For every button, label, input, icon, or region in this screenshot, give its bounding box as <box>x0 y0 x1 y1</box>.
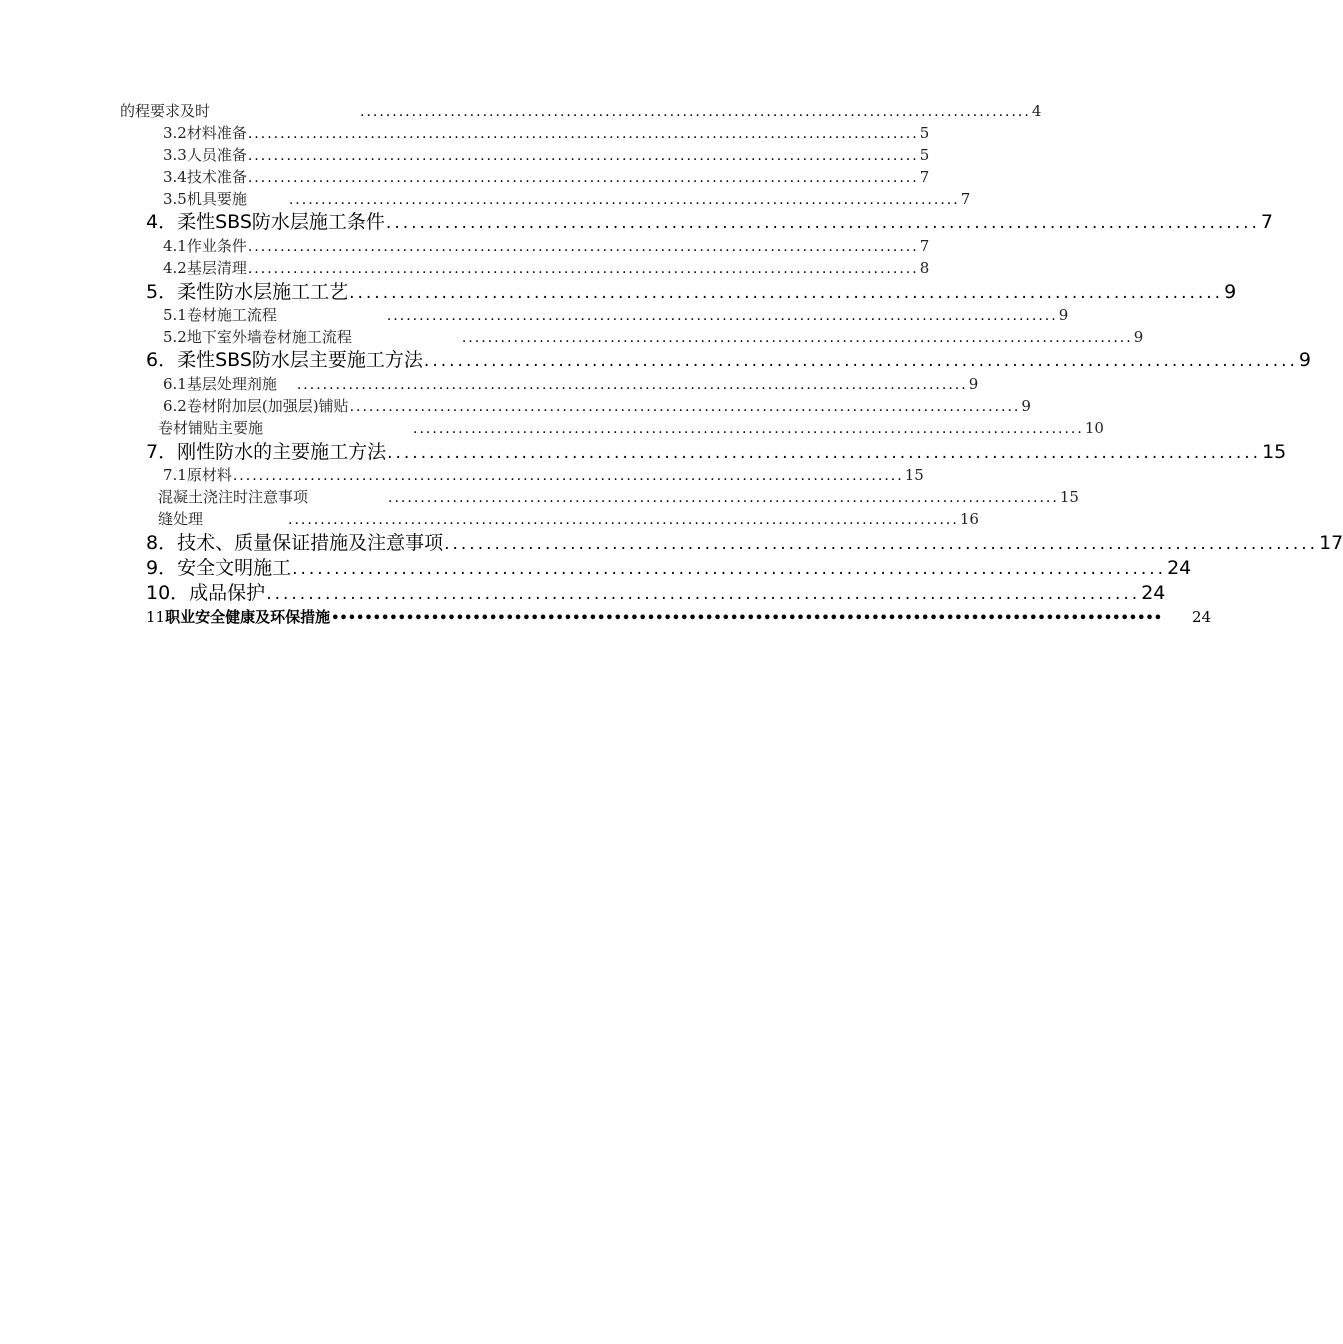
toc-entry <box>146 441 1287 463</box>
toc-entry-page: 17 <box>1319 532 1343 554</box>
toc-entry-page: 24 <box>1192 608 1212 626</box>
toc-entry-label: 5.1卷材施工流程 <box>163 306 277 324</box>
dot-leader: ........................................................................................................ <box>288 512 959 528</box>
toc-entry <box>163 259 930 277</box>
toc-entry-label: 9．安全文明施工 <box>146 557 292 579</box>
toc-entry-page: 15 <box>1059 488 1079 506</box>
toc-entry-page: 9 <box>1021 397 1031 415</box>
dot-leader: ........................................................................................................ <box>388 490 1059 506</box>
toc-entry-label: 5.2地下室外墙卷材施工流程 <box>163 328 352 346</box>
dot-leader: ........................................................................................................ <box>386 308 1058 324</box>
dot-leader: ........................................................................................................ <box>247 126 919 142</box>
toc-entry <box>163 397 1031 415</box>
dot-leader: ........................................................................................................ <box>292 559 1167 579</box>
toc-entry <box>163 328 1144 346</box>
toc-entry-label: 3.3人员准备 <box>163 146 247 164</box>
toc-entry-label: 6.2卷材附加层(加强层)铺贴 <box>163 397 349 415</box>
toc-entry-page: 7 <box>960 190 971 208</box>
toc-entry <box>158 510 979 528</box>
toc-entry <box>146 211 1274 233</box>
toc-entry <box>146 608 1212 626</box>
toc-entry-label: 4．柔性SBS防水层施工条件 <box>146 211 385 233</box>
toc-entry-page: 15 <box>1262 441 1287 463</box>
dot-leader: ........................................................................................................ <box>423 351 1298 371</box>
toc-entry <box>158 419 1104 437</box>
dot-leader: ........................................................................................................ <box>247 239 919 255</box>
toc-entry-page: 9 <box>1058 306 1069 324</box>
toc-entry <box>163 124 930 142</box>
toc-entry-page: 9 <box>1298 349 1312 371</box>
toc-entry <box>146 582 1166 604</box>
toc-entry <box>163 466 924 484</box>
toc-entry-label: 5．柔性防水层施工工艺 <box>146 281 349 303</box>
toc-entry-page: 9 <box>1133 328 1144 346</box>
toc-entry-label: 10．成品保护 <box>146 582 266 604</box>
toc-entry <box>146 281 1237 303</box>
dot-leader: ........................................................................................................ <box>232 468 904 484</box>
toc-entry-page: 24 <box>1167 557 1192 579</box>
toc-entry <box>163 190 971 208</box>
dot-leader: ........................................................................................................ <box>247 261 919 277</box>
toc-entry-page: 5 <box>919 146 930 164</box>
toc-entry-label: 混凝土浇注时注意事项 <box>158 488 309 506</box>
toc-entry <box>120 102 1042 120</box>
dot-leader: ........................................................................................................ <box>247 170 919 186</box>
dot-leader: ........................................................................................................ <box>349 283 1224 303</box>
toc-entry-label: 7.1原材料 <box>163 466 232 484</box>
toc-entry <box>163 375 979 393</box>
dot-leader: ........................................................................................................ <box>387 443 1262 463</box>
toc-entry <box>163 168 930 186</box>
dot-leader: •••••••••••••••••••••••••••••••••••••••••••••••••••••••••••••••••••••••••••••••••••••••••••••••••••• <box>331 611 1163 626</box>
toc-entry-label: 7．刚性防水的主要施工方法 <box>146 441 387 463</box>
dot-leader: ........................................................................................................ <box>360 104 1031 120</box>
dot-leader: ........................................................................................................ <box>247 148 919 164</box>
dot-leader: ........................................................................................................ <box>266 584 1141 604</box>
toc-entry <box>163 237 930 255</box>
toc-entry-number: 11 <box>146 608 166 626</box>
toc-entry-page: 16 <box>959 510 979 528</box>
dot-leader: ........................................................................................................ <box>444 534 1319 554</box>
toc-entry-page: 24 <box>1141 582 1166 604</box>
toc-entry <box>163 146 930 164</box>
dot-leader: ........................................................................................................ <box>385 213 1260 233</box>
toc-entry <box>163 306 1069 324</box>
toc-entry <box>146 349 1312 371</box>
toc-entry-page: 7 <box>919 168 930 186</box>
toc-entry-label: 11职业安全健康及环保措施 <box>146 608 331 626</box>
toc-entry-label: 3.4技术准备 <box>163 168 247 186</box>
toc-entry-label: 缝处理 <box>158 510 204 528</box>
toc-entry-label: 卷材铺贴主要施 <box>158 419 264 437</box>
dot-leader: ........................................................................................................ <box>413 421 1084 437</box>
toc-entry-page: 7 <box>1260 211 1274 233</box>
toc-entry-page: 5 <box>919 124 930 142</box>
toc-entry-label: 3.5机具要施 <box>163 190 247 208</box>
toc-entry-label: 4.1作业条件 <box>163 237 247 255</box>
dot-leader: ........................................................................................................ <box>349 399 1021 415</box>
toc-entry-page: 9 <box>1224 281 1237 303</box>
toc-entry-page: 7 <box>919 237 930 255</box>
toc-entry-page: 15 <box>904 466 924 484</box>
dot-leader: ........................................................................................................ <box>288 192 960 208</box>
toc-entry-page: 4 <box>1031 102 1042 120</box>
toc-entry-label: 8．技术、质量保证措施及注意事项 <box>146 532 444 554</box>
toc-entry-label: 3.2材料准备 <box>163 124 247 142</box>
toc-entry <box>158 488 1079 506</box>
toc-entry-page: 8 <box>919 259 930 277</box>
toc-entry-page: 10 <box>1084 419 1104 437</box>
toc-entry-page: 9 <box>968 375 979 393</box>
toc-entry-label: 的程要求及时 <box>120 102 211 120</box>
toc-entry-label: 6.1基层处理剂施 <box>163 375 277 393</box>
toc-entry-label: 4.2基层清理 <box>163 259 247 277</box>
toc-entry <box>146 532 1343 554</box>
dot-leader: ........................................................................................................ <box>296 377 968 393</box>
dot-leader: ........................................................................................................ <box>461 330 1133 346</box>
toc-entry-label: 6．柔性SBS防水层主要施工方法 <box>146 349 423 371</box>
toc-entry <box>146 557 1192 579</box>
